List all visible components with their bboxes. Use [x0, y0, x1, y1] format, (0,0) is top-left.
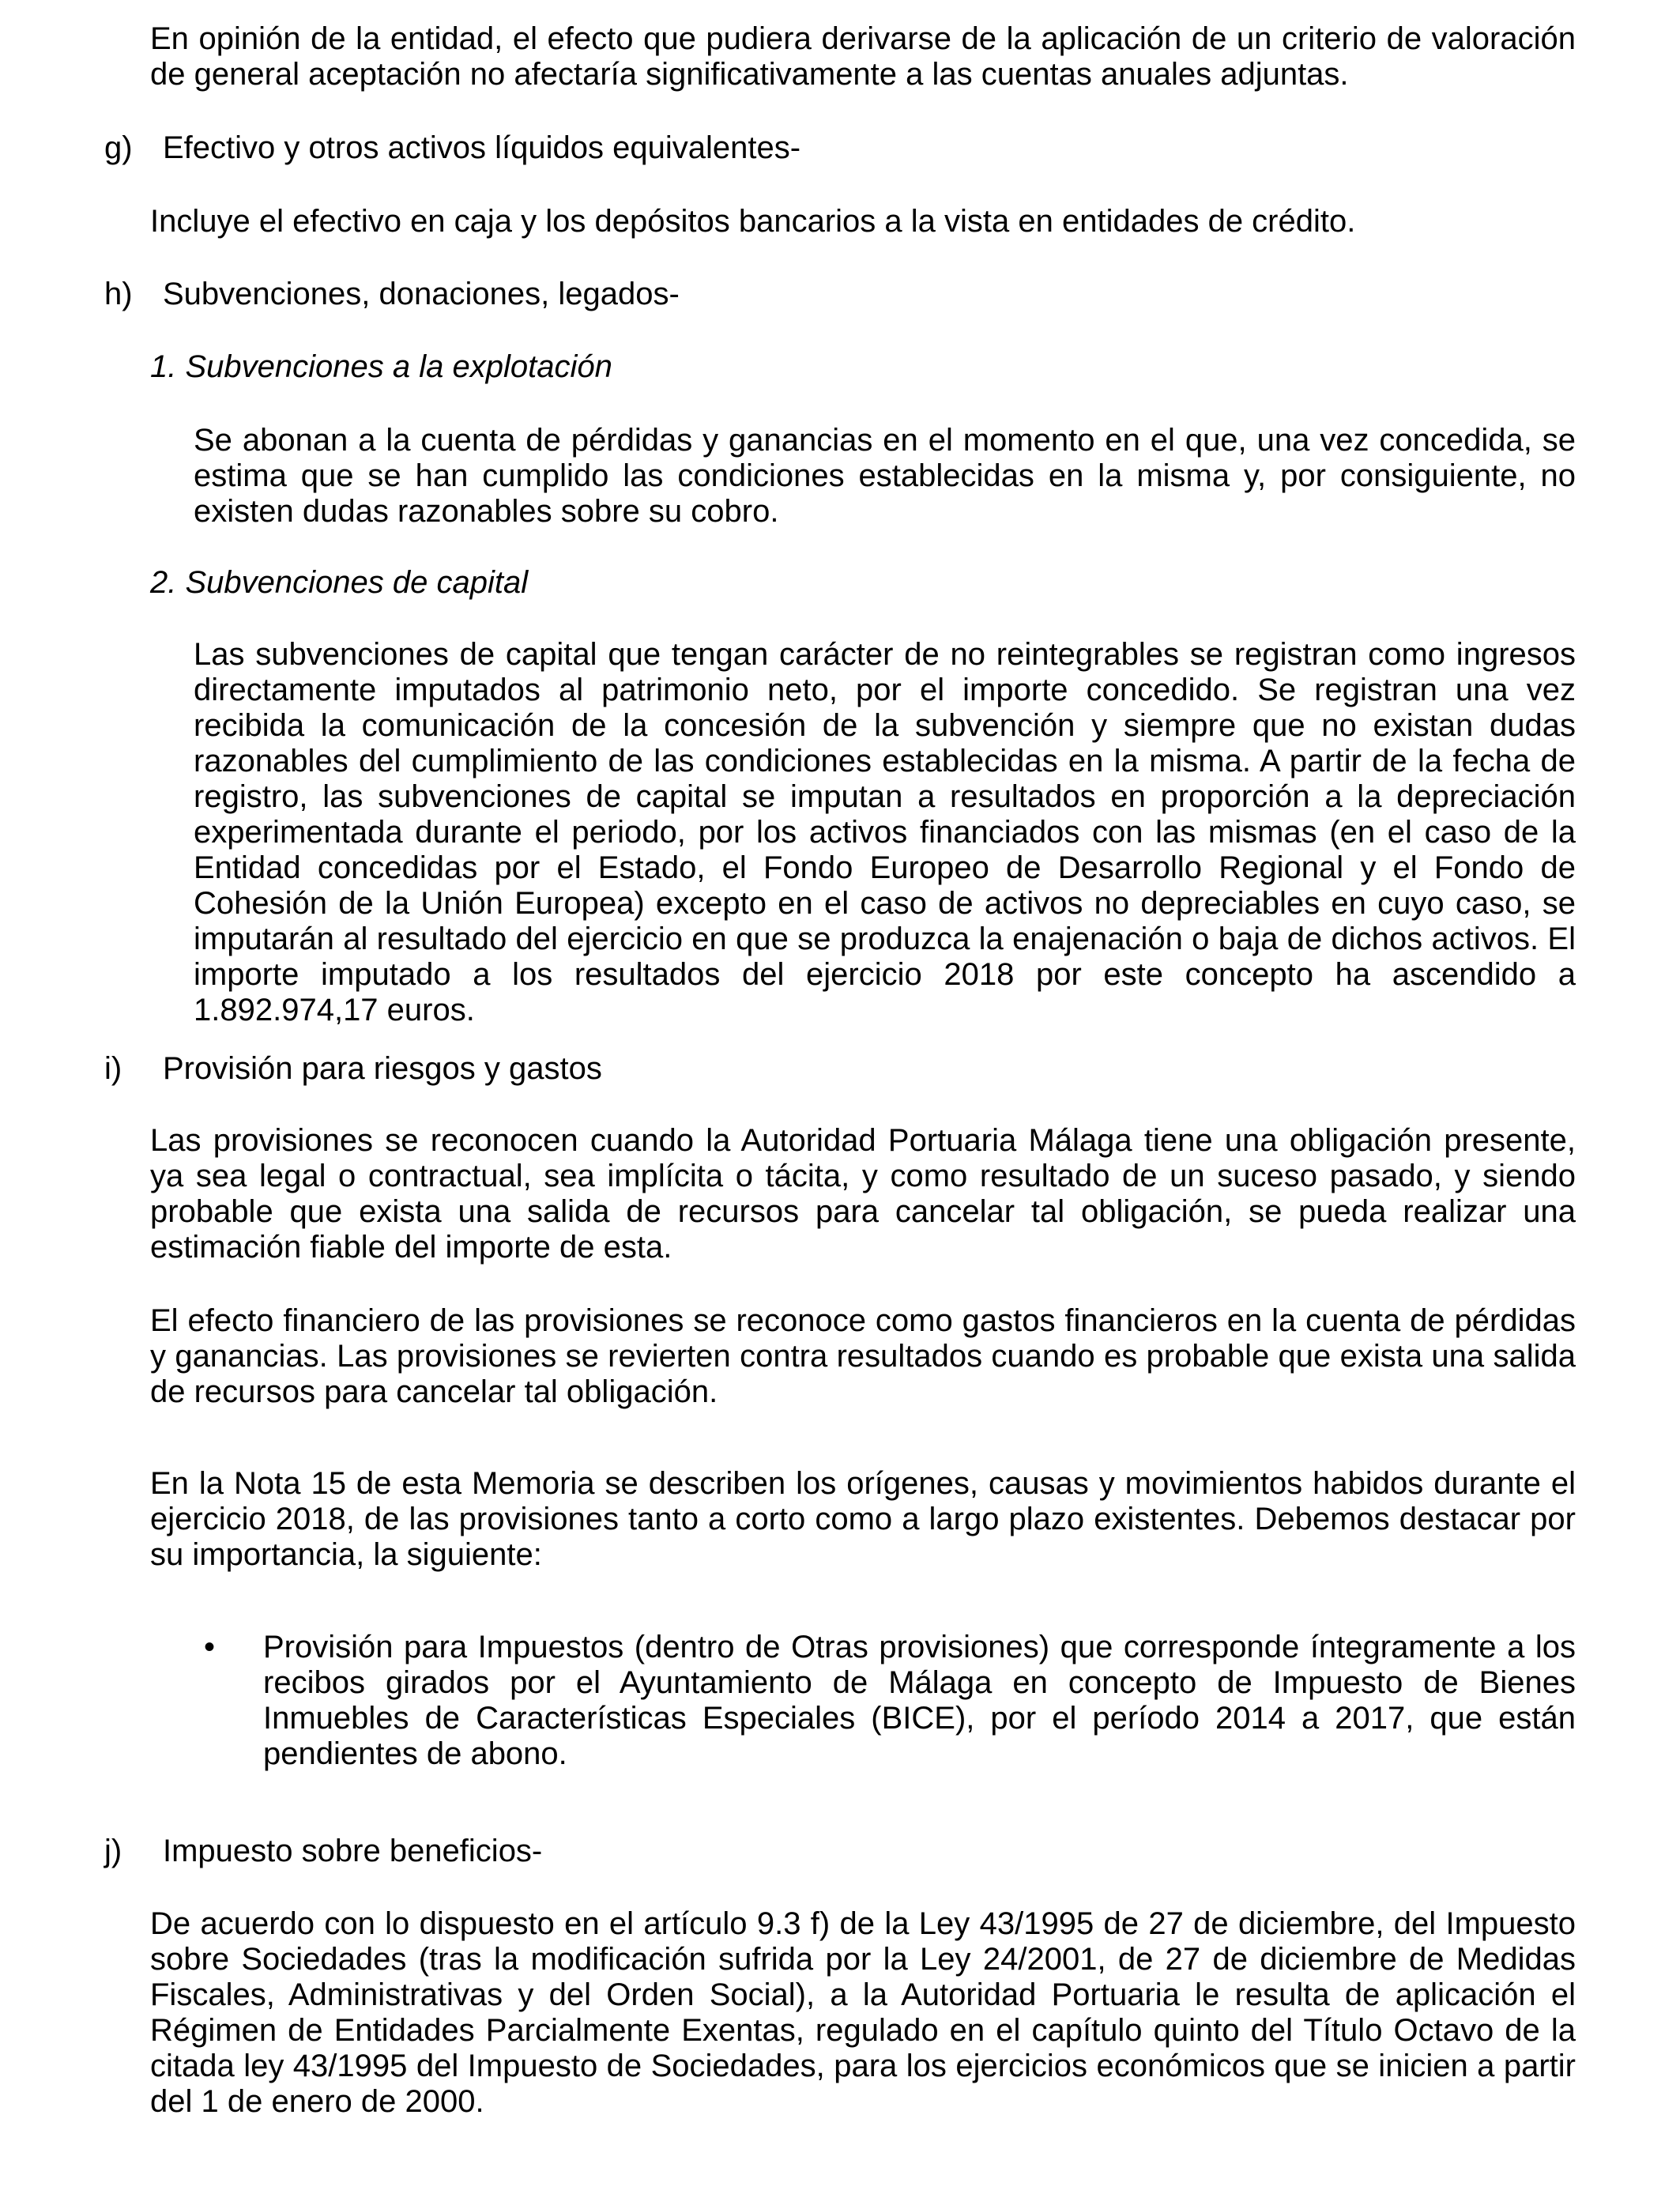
subsection-h2-title: 2. Subvenciones de capital	[150, 565, 529, 600]
section-i-text-2: El efecto financiero de las provisiones se reconoce como gastos financieros en la cuenta de pérdidas y ganancias. Las provisiones se revierten contra resultados cuando es probable que exista una salida de recursos para cancelar tal obligación.	[150, 1303, 1576, 1409]
bullet-icon: •	[204, 1630, 216, 1664]
section-g-title: Efectivo y otros activos líquidos equivalentes-	[163, 130, 801, 165]
section-i-heading	[104, 1051, 1574, 1087]
section-h-title: Subvenciones, donaciones, legados-	[163, 277, 680, 311]
section-h-heading	[104, 277, 1574, 312]
section-h-letter: h)	[104, 277, 133, 311]
bullet-text: Provisión para Impuestos (dentro de Otras provisiones) que corresponde íntegramente a los recibos girados por el Ayuntamiento de Málaga en concepto de Impuesto de Bienes Inmuebles de Características Especiales (BICE), por el período 2014 a 2017, que están pendientes de abono.	[263, 1630, 1576, 1771]
section-j-heading	[104, 1834, 1574, 1869]
section-j-text: De acuerdo con lo dispuesto en el artículo 9.3 f) de la Ley 43/1995 de 27 de diciembre, del Impuesto sobre Sociedades (tras la modificación sufrida por la Ley 24/2001, de 27 de diciembre de Medidas Fiscales, Administrativas y del Orden Social), a la Autoridad Portuaria le resulta de aplicación el Régimen de Entidades Parcialmente Exentas, regulado en el capítulo quinto del Título Octavo de la citada ley 43/1995 del Impuesto de Sociedades, para los ejercicios económicos que se inicien a partir del 1 de enero de 2000.	[150, 1906, 1576, 2119]
subsection-h2-text: Las subvenciones de capital que tengan carácter de no reintegrables se registran como ingresos directamente imputados al patrimonio neto, por el importe concedido. Se registran una vez recibida la comunicación de la concesión de la subvención y siempre que no existan dudas razonables del cumplimiento de las condiciones establecidas en la misma. A partir de la fecha de registro, las subvenciones de capital se imputan a resultados en proporción a la depreciación experimentada durante el periodo, por los activos financiados con las mismas (en el caso de la Entidad concedidas por el Estado, el Fondo Europeo de Desarrollo Regional y el Fondo de Cohesión de la Unión Europea) excepto en el caso de activos no depreciables en cuyo caso, se imputarán al resultado del ejercicio en que se produzca la enajenación o baja de dichos activos. El importe imputado a los resultados del ejercicio 2018 por este concepto ha ascendido a 1.892.974,17 euros.	[194, 637, 1576, 1027]
section-i-letter: i)	[104, 1051, 122, 1086]
section-i-text-3: En la Nota 15 de esta Memoria se describen los orígenes, causas y movimientos habidos durante el ejercicio 2018, de las provisiones tanto a corto como a largo plazo existentes. Debemos destacar por su importancia, la siguiente:	[150, 1466, 1576, 1572]
section-g-letter: g)	[104, 130, 133, 165]
section-j-title: Impuesto sobre beneficios-	[163, 1834, 543, 1868]
subsection-h1-title: 1. Subvenciones a la explotación	[150, 349, 612, 384]
section-i-text-1: Las provisiones se reconocen cuando la Autoridad Portuaria Málaga tiene una obligación presente, ya sea legal o contractual, sea implícita o tácita, y como resultado de un suceso pasado, y siendo probable que exista una salida de recursos para cancelar tal obligación, se pueda realizar una estimación fiable del importe de esta.	[150, 1123, 1576, 1265]
section-i-title: Provisión para riesgos y gastos	[163, 1051, 602, 1086]
bullet-list-item	[204, 1630, 1576, 1772]
section-g-text: Incluye el efectivo en caja y los depósitos bancarios a la vista en entidades de crédito.	[150, 204, 1356, 239]
subsection-h1-text: Se abonan a la cuenta de pérdidas y ganancias en el momento en el que, una vez concedida, se estima que se han cumplido las condiciones establecidas en la misma y, por consiguiente, no existen dudas razonables sobre su cobro.	[194, 423, 1576, 529]
section-g-heading	[104, 130, 1574, 166]
section-j-letter: j)	[104, 1834, 122, 1868]
intro-paragraph: En opinión de la entidad, el efecto que pudiera derivarse de la aplicación de un criterio de valoración de general aceptación no afectaría significativamente a las cuentas anuales adjuntas.	[150, 21, 1576, 92]
